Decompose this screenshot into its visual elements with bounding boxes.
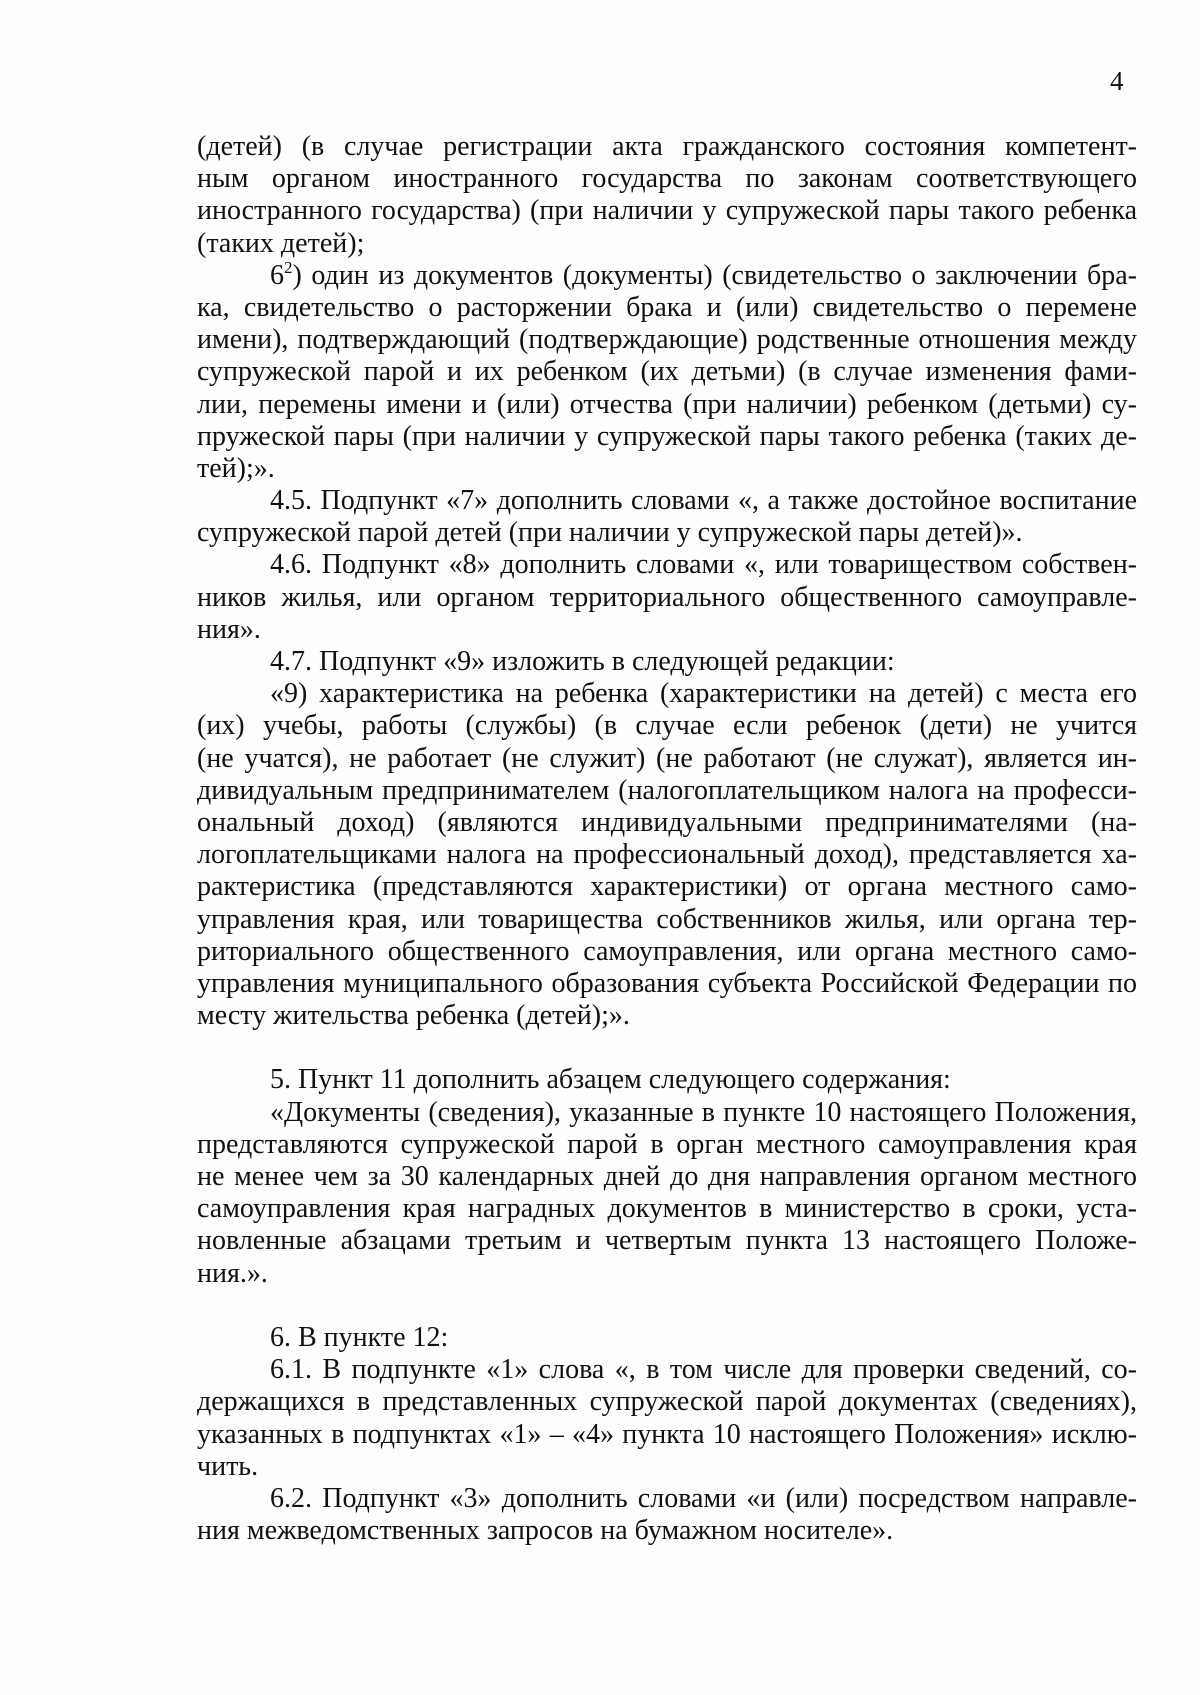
text-line: ния межведомственных запросов на бумажном носителе». <box>197 1515 894 1547</box>
text-line: держащихся в представленных супружеской парой документах (сведениях), <box>197 1386 1137 1418</box>
text-line: управления края, или товарищества собственников жилья, или органа тер- <box>197 903 1137 935</box>
text-line: новленные абзацами третьим и четвертым пункта 13 настоящего Положе- <box>197 1225 1137 1257</box>
text-line: чить. <box>197 1450 259 1482</box>
text-line: месту жительства ребенка (детей);». <box>197 1000 630 1032</box>
text-line: ональный доход) (являются индивидуальными предпринимателями (на- <box>197 806 1137 838</box>
text-line: (детей) (в случае регистрации акта гражданского состояния компетент- <box>197 131 1137 162</box>
text-line: ников жилья, или органом территориального общественного самоуправле- <box>197 581 1137 613</box>
text-line: имени), подтверждающий (подтверждающие) родственные отношения между <box>197 324 1137 356</box>
text-line: ния». <box>197 613 261 645</box>
text-line: 5. Пункт 11 дополнить абзацем следующего содержания: <box>270 1064 951 1096</box>
text-line: 4.5. Подпункт «7» дополнить словами «, а также достойное воспитание <box>270 485 1137 517</box>
text-line: представляются супружеской парой в орган местного самоуправления края <box>197 1128 1137 1160</box>
text-line: ным органом иностранного государства по законам соответствующего <box>197 163 1137 195</box>
document-body <box>197 131 1137 1547</box>
text-line: иностранного государства) (при наличии у супружеской пары такого ребенка <box>197 195 1137 227</box>
text-line: (не учатся), не работает (не служит) (не работают (не служат), является ин- <box>197 742 1137 774</box>
text-line: «9) характеристика на ребенка (характеристики на детей) с места его <box>270 678 1137 710</box>
text-line: рактеристика (представляются характеристики) от органа местного само- <box>197 871 1137 903</box>
text-line: (их) учебы, работы (службы) (в случае если ребенок (дети) не учится <box>197 710 1137 742</box>
text-line: пружеской пары (при наличии у супружеской пары такого ребенка (таких де- <box>197 420 1137 452</box>
item-number: 6 <box>270 259 284 291</box>
item-text: ) один из документов (документы) (свидетельство о заключении бра- <box>292 259 1137 291</box>
page-number: 4 <box>1110 66 1124 96</box>
text-line: 4.7. Подпункт «9» изложить в следующей редакции: <box>270 646 895 677</box>
text-line: дивидуальным предпринимателем (налогоплательщиком налога на професси- <box>197 774 1137 806</box>
text-line: (таких детей); <box>197 227 365 259</box>
text-line: 6.2. Подпункт «3» дополнить словами «и (или) посредством направле- <box>270 1482 1137 1514</box>
text-line: 4.6. Подпункт «8» дополнить словами «, или товариществом собствен- <box>270 549 1137 581</box>
text-line: ния.». <box>197 1257 268 1289</box>
text-line: 6.1. В подпункте «1» слова «, в том числе для проверки сведений, со- <box>270 1354 1137 1386</box>
text-line: лии, перемены имени и (или) отчества (при наличии) ребенком (детьми) су- <box>197 388 1137 420</box>
text-line: тей);». <box>197 452 275 484</box>
text-line: логоплательщиками налога на профессиональный доход), представляется ха- <box>197 839 1137 871</box>
text-line: ка, свидетельство о расторжении брака и (или) свидетельство о перемене <box>197 291 1137 323</box>
text-line: 6. В пункте 12: <box>270 1321 449 1353</box>
item-superscript: 2 <box>284 257 293 277</box>
paragraph-gap <box>197 1032 1137 1064</box>
text-line: риториального общественного самоуправления, или органа местного само- <box>197 935 1137 967</box>
text-line: супружеской парой детей (при наличии у супружеской пары детей)». <box>197 517 1023 549</box>
text-line: указанных в подпунктах «1» – «4» пункта 10 настоящего Положения» исклю- <box>197 1418 1137 1450</box>
text-line-item-6-2 <box>197 257 1137 292</box>
text-line: не менее чем за 30 календарных дней до дня направления органом местного <box>197 1161 1137 1192</box>
text-line: «Документы (сведения), указанные в пункте 10 настоящего Положения, <box>270 1096 1137 1128</box>
text-line: самоуправления края наградных документов в министерство в сроки, уста- <box>197 1193 1137 1225</box>
text-line: управления муниципального образования субъекта Российской Федерации по <box>197 967 1137 999</box>
text-line: супружеской парой и их ребенком (их детьми) (в случае изменения фами- <box>197 356 1137 388</box>
paragraph-gap <box>197 1290 1137 1322</box>
